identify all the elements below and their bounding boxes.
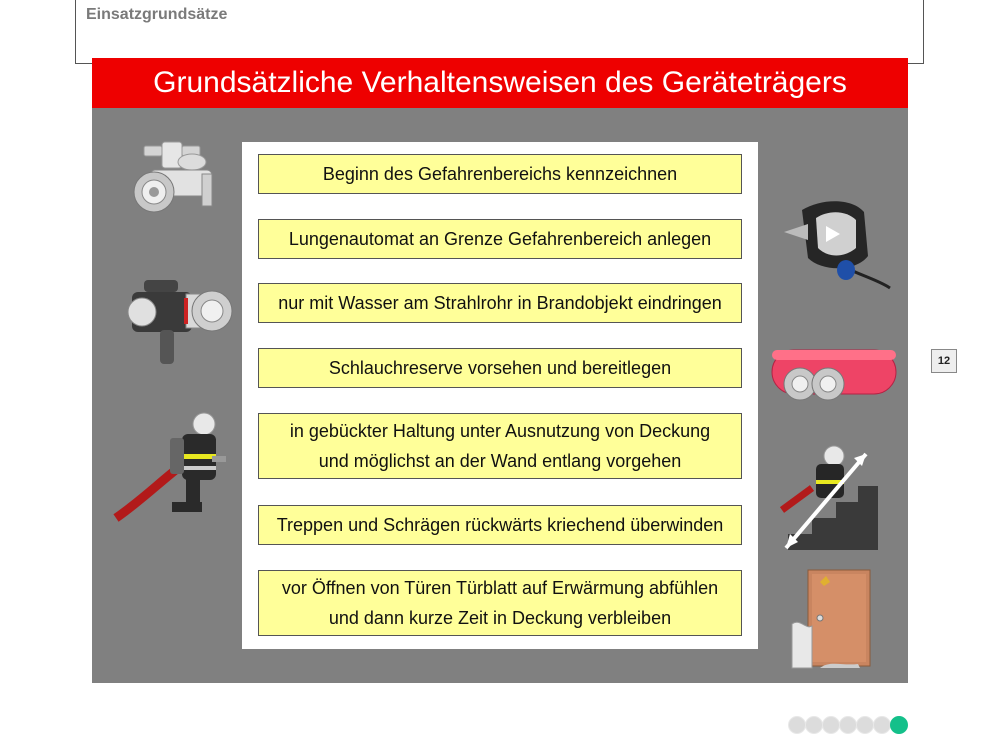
kneeling-firefighter-icon [112,410,232,522]
hose-roll-icon [770,346,900,404]
page-number: 12 [931,349,957,373]
slide-navigation [788,716,907,734]
rule-item-6: Treppen und Schrägen rückwärts kriechend überwinden [258,505,742,545]
nav-dot-7-active[interactable] [890,716,908,734]
nav-dot-1[interactable] [788,716,806,734]
header-frame [75,0,924,64]
breathing-mask-icon [782,196,894,292]
slide-title: Grundsätzliche Verhaltensweisen des Geräteträgers [92,58,908,108]
nav-dot-3[interactable] [822,716,840,734]
stairs-crawling-icon [782,438,882,552]
rule-item-2: Lungenautomat an Grenze Gefahrenbereich anlegen [258,219,742,259]
rule-item-3: nur mit Wasser am Strahlrohr in Brandobjekt eindringen [258,283,742,323]
rule-item-1: Beginn des Gefahrenbereichs kennzeichnen [258,154,742,194]
nav-dot-4[interactable] [839,716,857,734]
slide-stage [92,108,908,683]
door-icon [790,564,876,670]
rule-item-4: Schlauchreserve vorsehen und bereitlegen [258,348,742,388]
nav-dot-5[interactable] [856,716,874,734]
nozzle-icon [124,270,234,368]
header-title: Einsatzgrundsätze [86,6,228,23]
rules-panel [242,142,758,649]
rule-item-7: vor Öffnen von Türen Türblatt auf Erwärmung abfühlen und dann kurze Zeit in Deckung verbleiben [258,570,742,636]
distributor-icon [130,136,220,218]
rule-item-5: in gebückter Haltung unter Ausnutzung von Deckung und möglichst an der Wand entlang vorgehen [258,413,742,479]
nav-dot-6[interactable] [873,716,891,734]
nav-dot-2[interactable] [805,716,823,734]
